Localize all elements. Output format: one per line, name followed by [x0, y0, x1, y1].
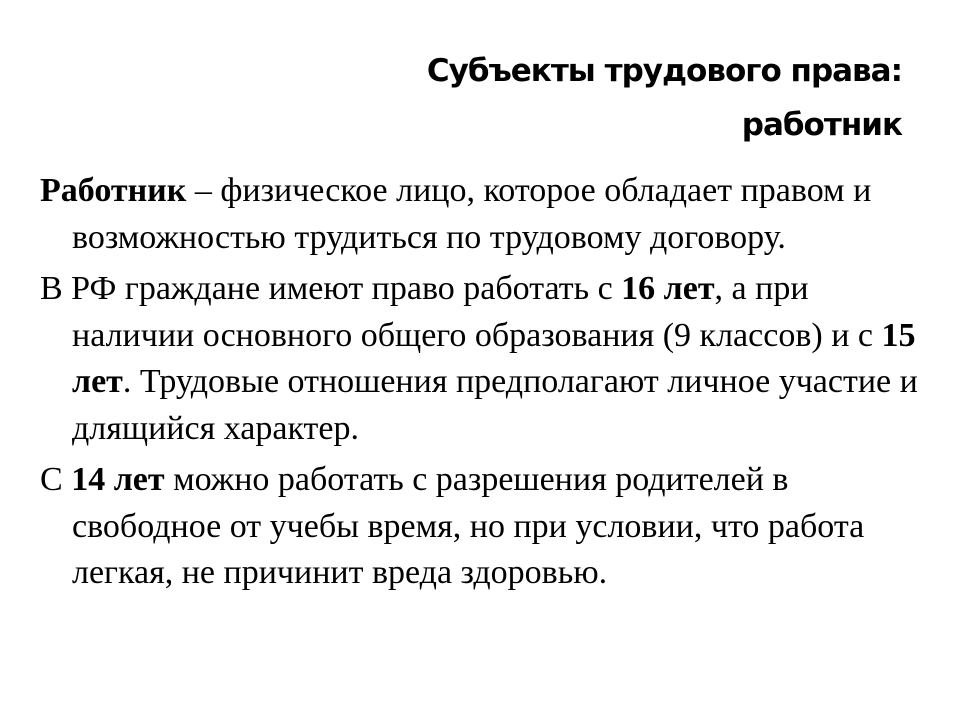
- slide-title-line1: Субъекты трудового права:: [426, 53, 902, 89]
- slide-title-line2: работник: [741, 107, 902, 143]
- age-rights-text-2: , а при наличии основного общего образования (9 классов) и с: [72, 270, 882, 354]
- term-worker: Работник: [40, 172, 187, 209]
- age-rights-text-1: В РФ граждане имеют право работать с: [40, 270, 622, 307]
- paragraph-age-14: [40, 457, 920, 597]
- paragraph-definition: [40, 168, 920, 261]
- age-16-highlight: 16 лет: [621, 270, 715, 307]
- age-14-text-1: С: [40, 461, 72, 498]
- age-14-text-2: можно работать с разрешения родителей в свободное от учебы время, но при условии, что работа легкая, не причинит вреда здоровью.: [72, 461, 865, 591]
- age-rights-text-3: . Трудовые отношения предполагают личное участие и длящийся характер.: [72, 363, 918, 447]
- age-14-highlight: 14 лет: [71, 461, 165, 498]
- slide-title: [427, 44, 902, 152]
- age-15-highlight: 15 лет: [72, 316, 916, 400]
- definition-text: – физическое лицо, которое обладает правом и возможностью трудиться по трудовому договору.: [72, 172, 872, 256]
- slide-body: [40, 168, 920, 602]
- paragraph-age-rights: [40, 266, 920, 452]
